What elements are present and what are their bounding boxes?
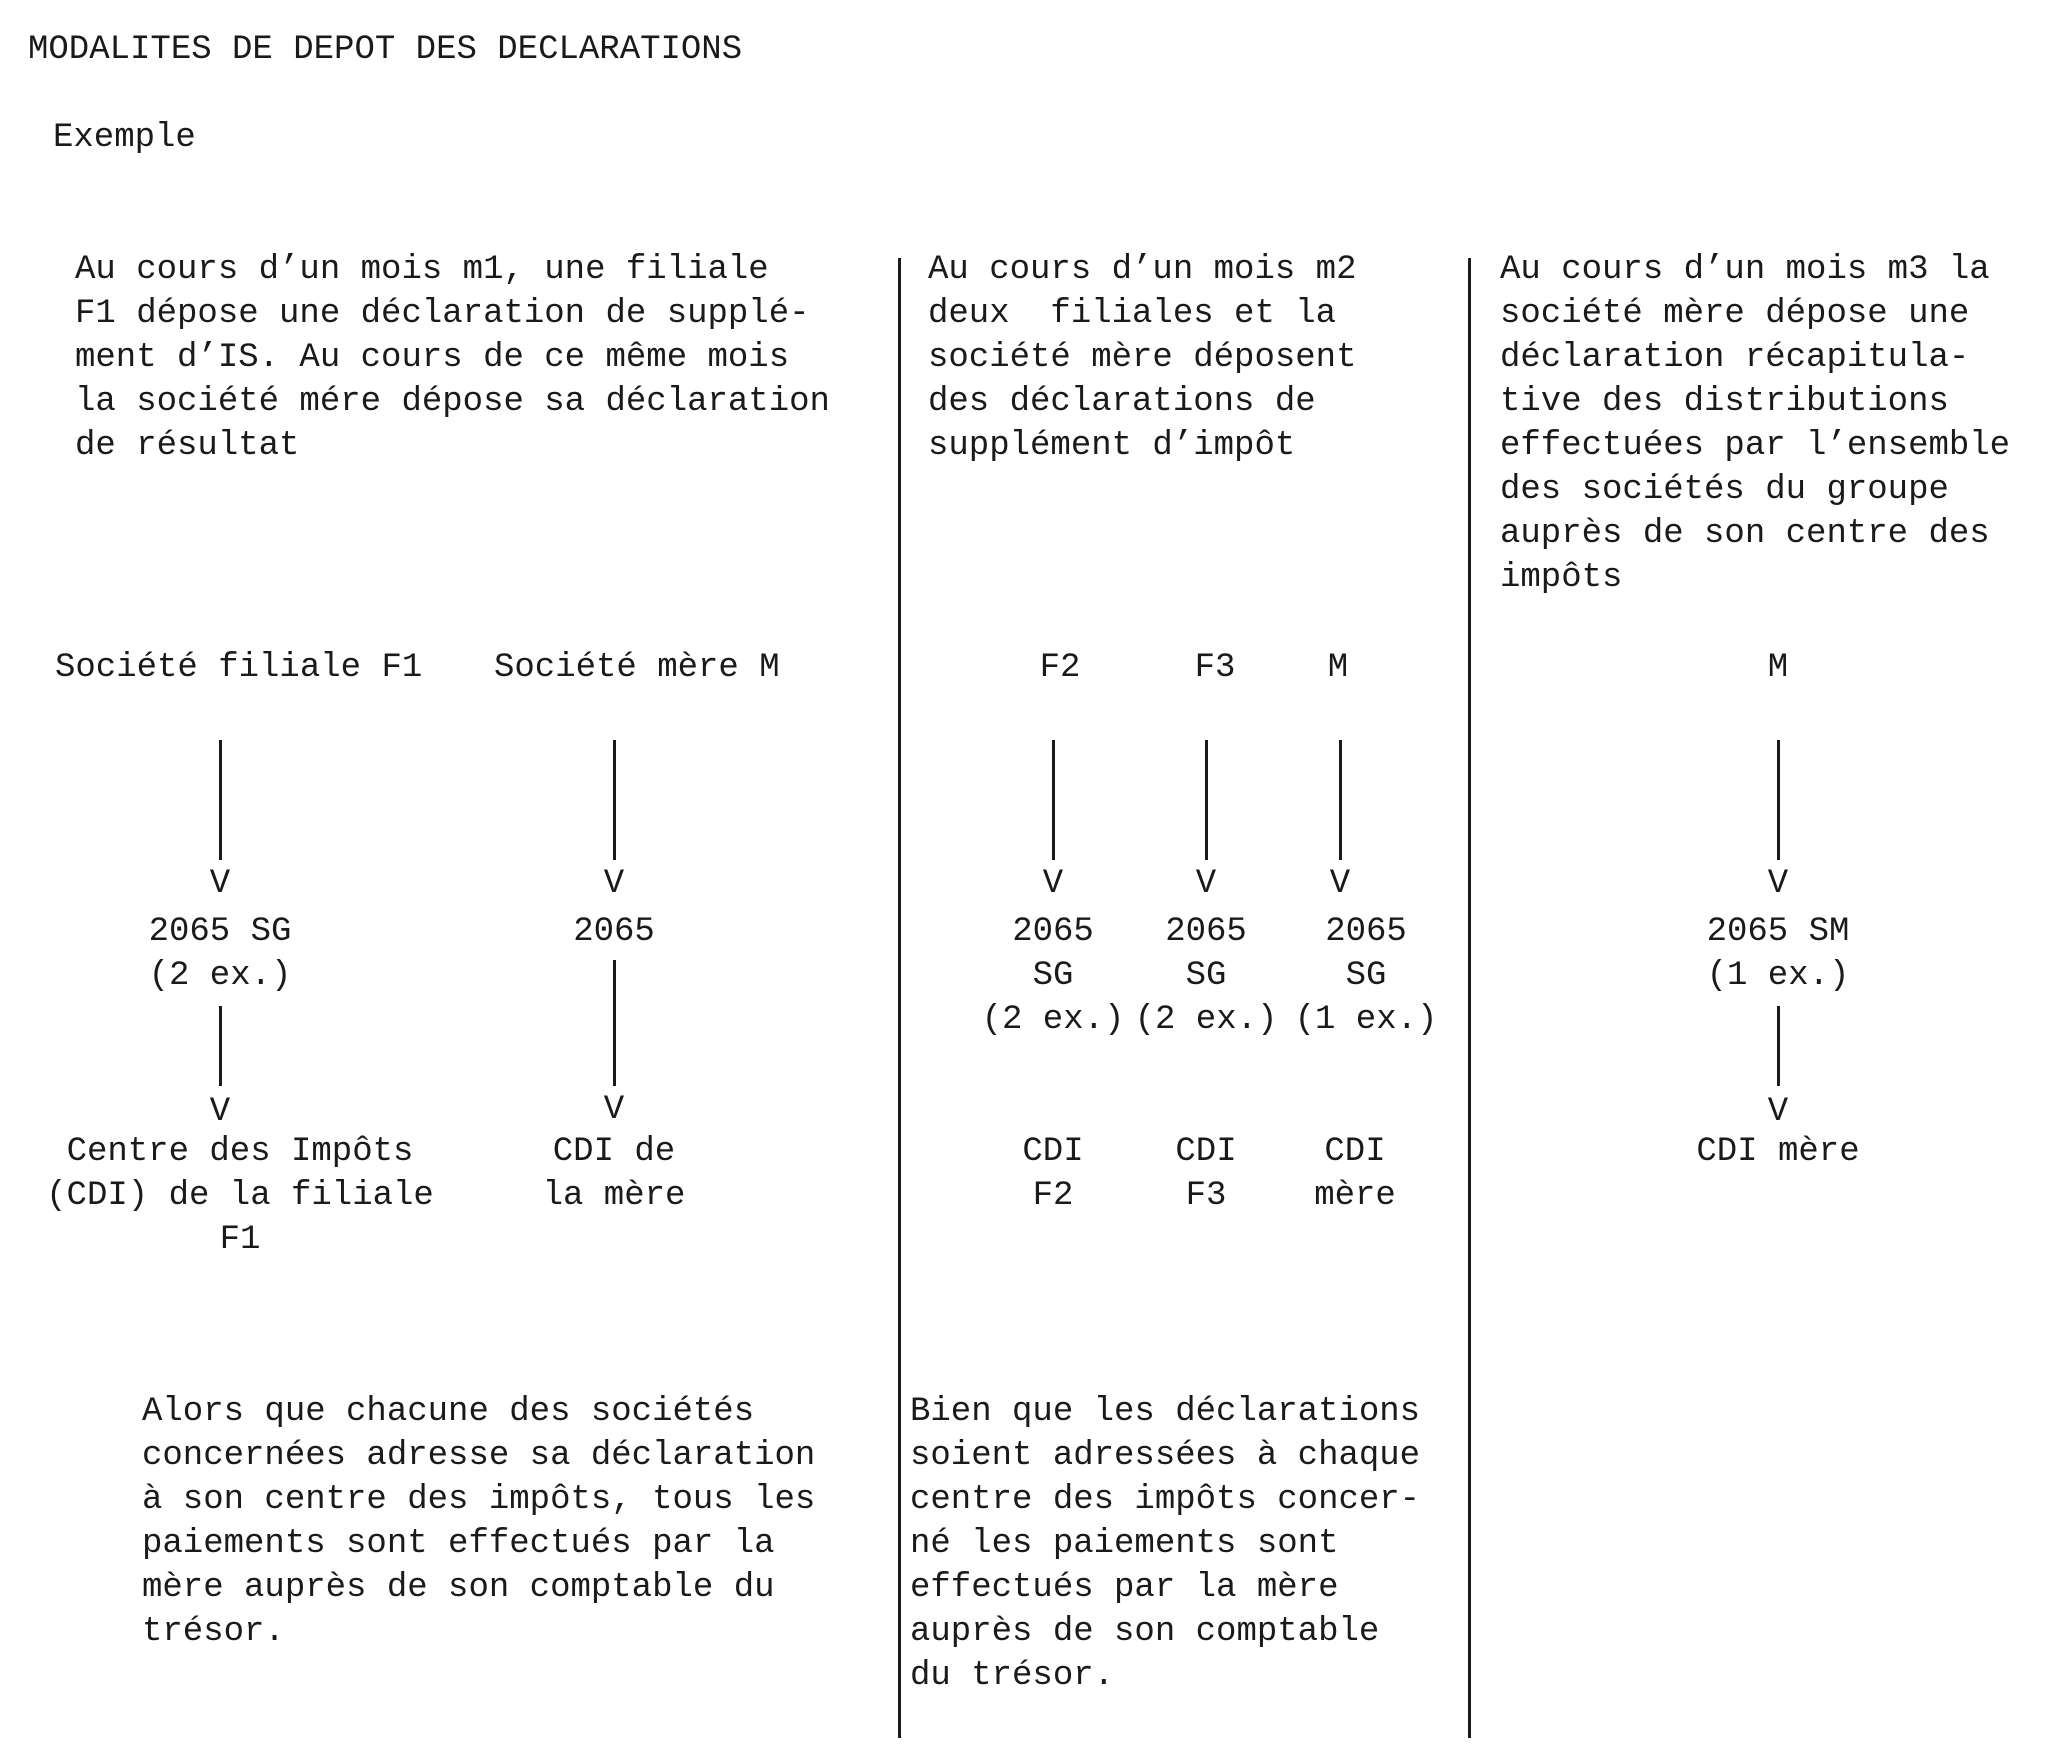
text-line: auprès de son comptable	[910, 1613, 1380, 1651]
cdi-line: la mère	[542, 1177, 686, 1215]
text-line: société mère déposent	[928, 339, 1357, 377]
form-line: 2065	[1165, 913, 1247, 951]
entity-f1-label: Société filiale F1	[55, 649, 423, 687]
form-line: (2 ex.)	[1134, 1001, 1278, 1039]
page-title: MODALITES DE DEPOT DES DECLARATIONS	[28, 31, 743, 69]
text-line: paiements sont effectués par la	[142, 1525, 775, 1563]
form-line: SG	[1032, 957, 1074, 995]
arrow-head: V	[1767, 865, 1789, 903]
cdi-line: F1	[219, 1221, 261, 1259]
text-line: F1 dépose une déclaration de supplé-	[75, 295, 810, 333]
arrow-head: V	[1329, 865, 1351, 903]
text-line: la société mére dépose sa déclaration	[75, 383, 830, 421]
cdi-line: CDI	[1175, 1133, 1237, 1171]
text-line: impôts	[1500, 559, 1623, 597]
form-line: 2065	[1012, 913, 1094, 951]
arrow-head: V	[1767, 1093, 1789, 1131]
text-line: société mère dépose une	[1500, 295, 1970, 333]
cdi-line: CDI mère	[1696, 1133, 1860, 1171]
arrow-head: V	[603, 865, 625, 903]
text-line: Alors que chacune des sociétés	[142, 1393, 755, 1431]
cdi-line: Centre des Impôts	[66, 1133, 414, 1171]
text-line: supplément d’impôt	[928, 427, 1296, 465]
cdi-line: F2	[1032, 1177, 1074, 1215]
text-line: des déclarations de	[928, 383, 1316, 421]
text-line: du trésor.	[910, 1657, 1115, 1695]
text-line: effectués par la mère	[910, 1569, 1339, 1607]
form-line: SG	[1185, 957, 1227, 995]
form-line: SG	[1345, 957, 1387, 995]
column-divider-1	[898, 258, 901, 1738]
form-line: (2 ex.)	[148, 957, 292, 995]
arrow-head: V	[209, 1093, 231, 1131]
cdi-line: F3	[1185, 1177, 1227, 1215]
arrow-head: V	[1195, 865, 1217, 903]
form-line: (1 ex.)	[1294, 1001, 1438, 1039]
text-line: centre des impôts concer-	[910, 1481, 1421, 1519]
cdi-line: CDI de	[552, 1133, 676, 1171]
text-line: concernées adresse sa déclaration	[142, 1437, 816, 1475]
text-line: mère auprès de son comptable du	[142, 1569, 775, 1607]
text-line: tive des distributions	[1500, 383, 1949, 421]
text-line: Bien que les déclarations	[910, 1393, 1421, 1431]
text-line: trésor.	[142, 1613, 285, 1651]
cdi-line: CDI	[1022, 1133, 1084, 1171]
text-line: de résultat	[75, 427, 300, 465]
cdi-line: mère	[1314, 1177, 1396, 1215]
form-line: (1 ex.)	[1706, 957, 1850, 995]
arrow-head: V	[603, 1091, 625, 1129]
arrow-head: V	[1042, 865, 1064, 903]
text-line: Au cours d’un mois m1, une filiale	[75, 251, 769, 289]
cdi-line: CDI	[1324, 1133, 1386, 1171]
entity-m-label: Société mère M	[494, 649, 780, 687]
form-line: 2065 SG	[148, 913, 292, 951]
entity-f2-label: F2	[1039, 649, 1081, 687]
form-line: 2065	[1325, 913, 1407, 951]
text-line: effectuées par l’ensemble	[1500, 427, 2011, 465]
text-line: Au cours d’un mois m2	[928, 251, 1357, 289]
entity-m3-label: M	[1767, 649, 1789, 687]
text-line: auprès de son centre des	[1500, 515, 1990, 553]
column-divider-2	[1468, 258, 1471, 1738]
text-line: né les paiements sont	[910, 1525, 1339, 1563]
form-line: (2 ex.)	[981, 1001, 1125, 1039]
cdi-line: (CDI) de la filiale	[46, 1177, 434, 1215]
subtitle: Exemple	[53, 119, 196, 157]
arrow-head: V	[209, 865, 231, 903]
text-line: deux filiales et la	[928, 295, 1337, 333]
form-line: 2065 SM	[1706, 913, 1850, 951]
text-line: des sociétés du groupe	[1500, 471, 1949, 509]
entity-f3-label: F3	[1194, 649, 1236, 687]
text-line: à son centre des impôts, tous les	[142, 1481, 816, 1519]
text-line: ment d’IS. Au cours de ce même mois	[75, 339, 790, 377]
text-line: Au cours d’un mois m3 la	[1500, 251, 1990, 289]
entity-m2-label: M	[1327, 649, 1349, 687]
text-line: soient adressées à chaque	[910, 1437, 1421, 1475]
text-line: déclaration récapitula-	[1500, 339, 1970, 377]
form-line: 2065	[573, 913, 655, 951]
